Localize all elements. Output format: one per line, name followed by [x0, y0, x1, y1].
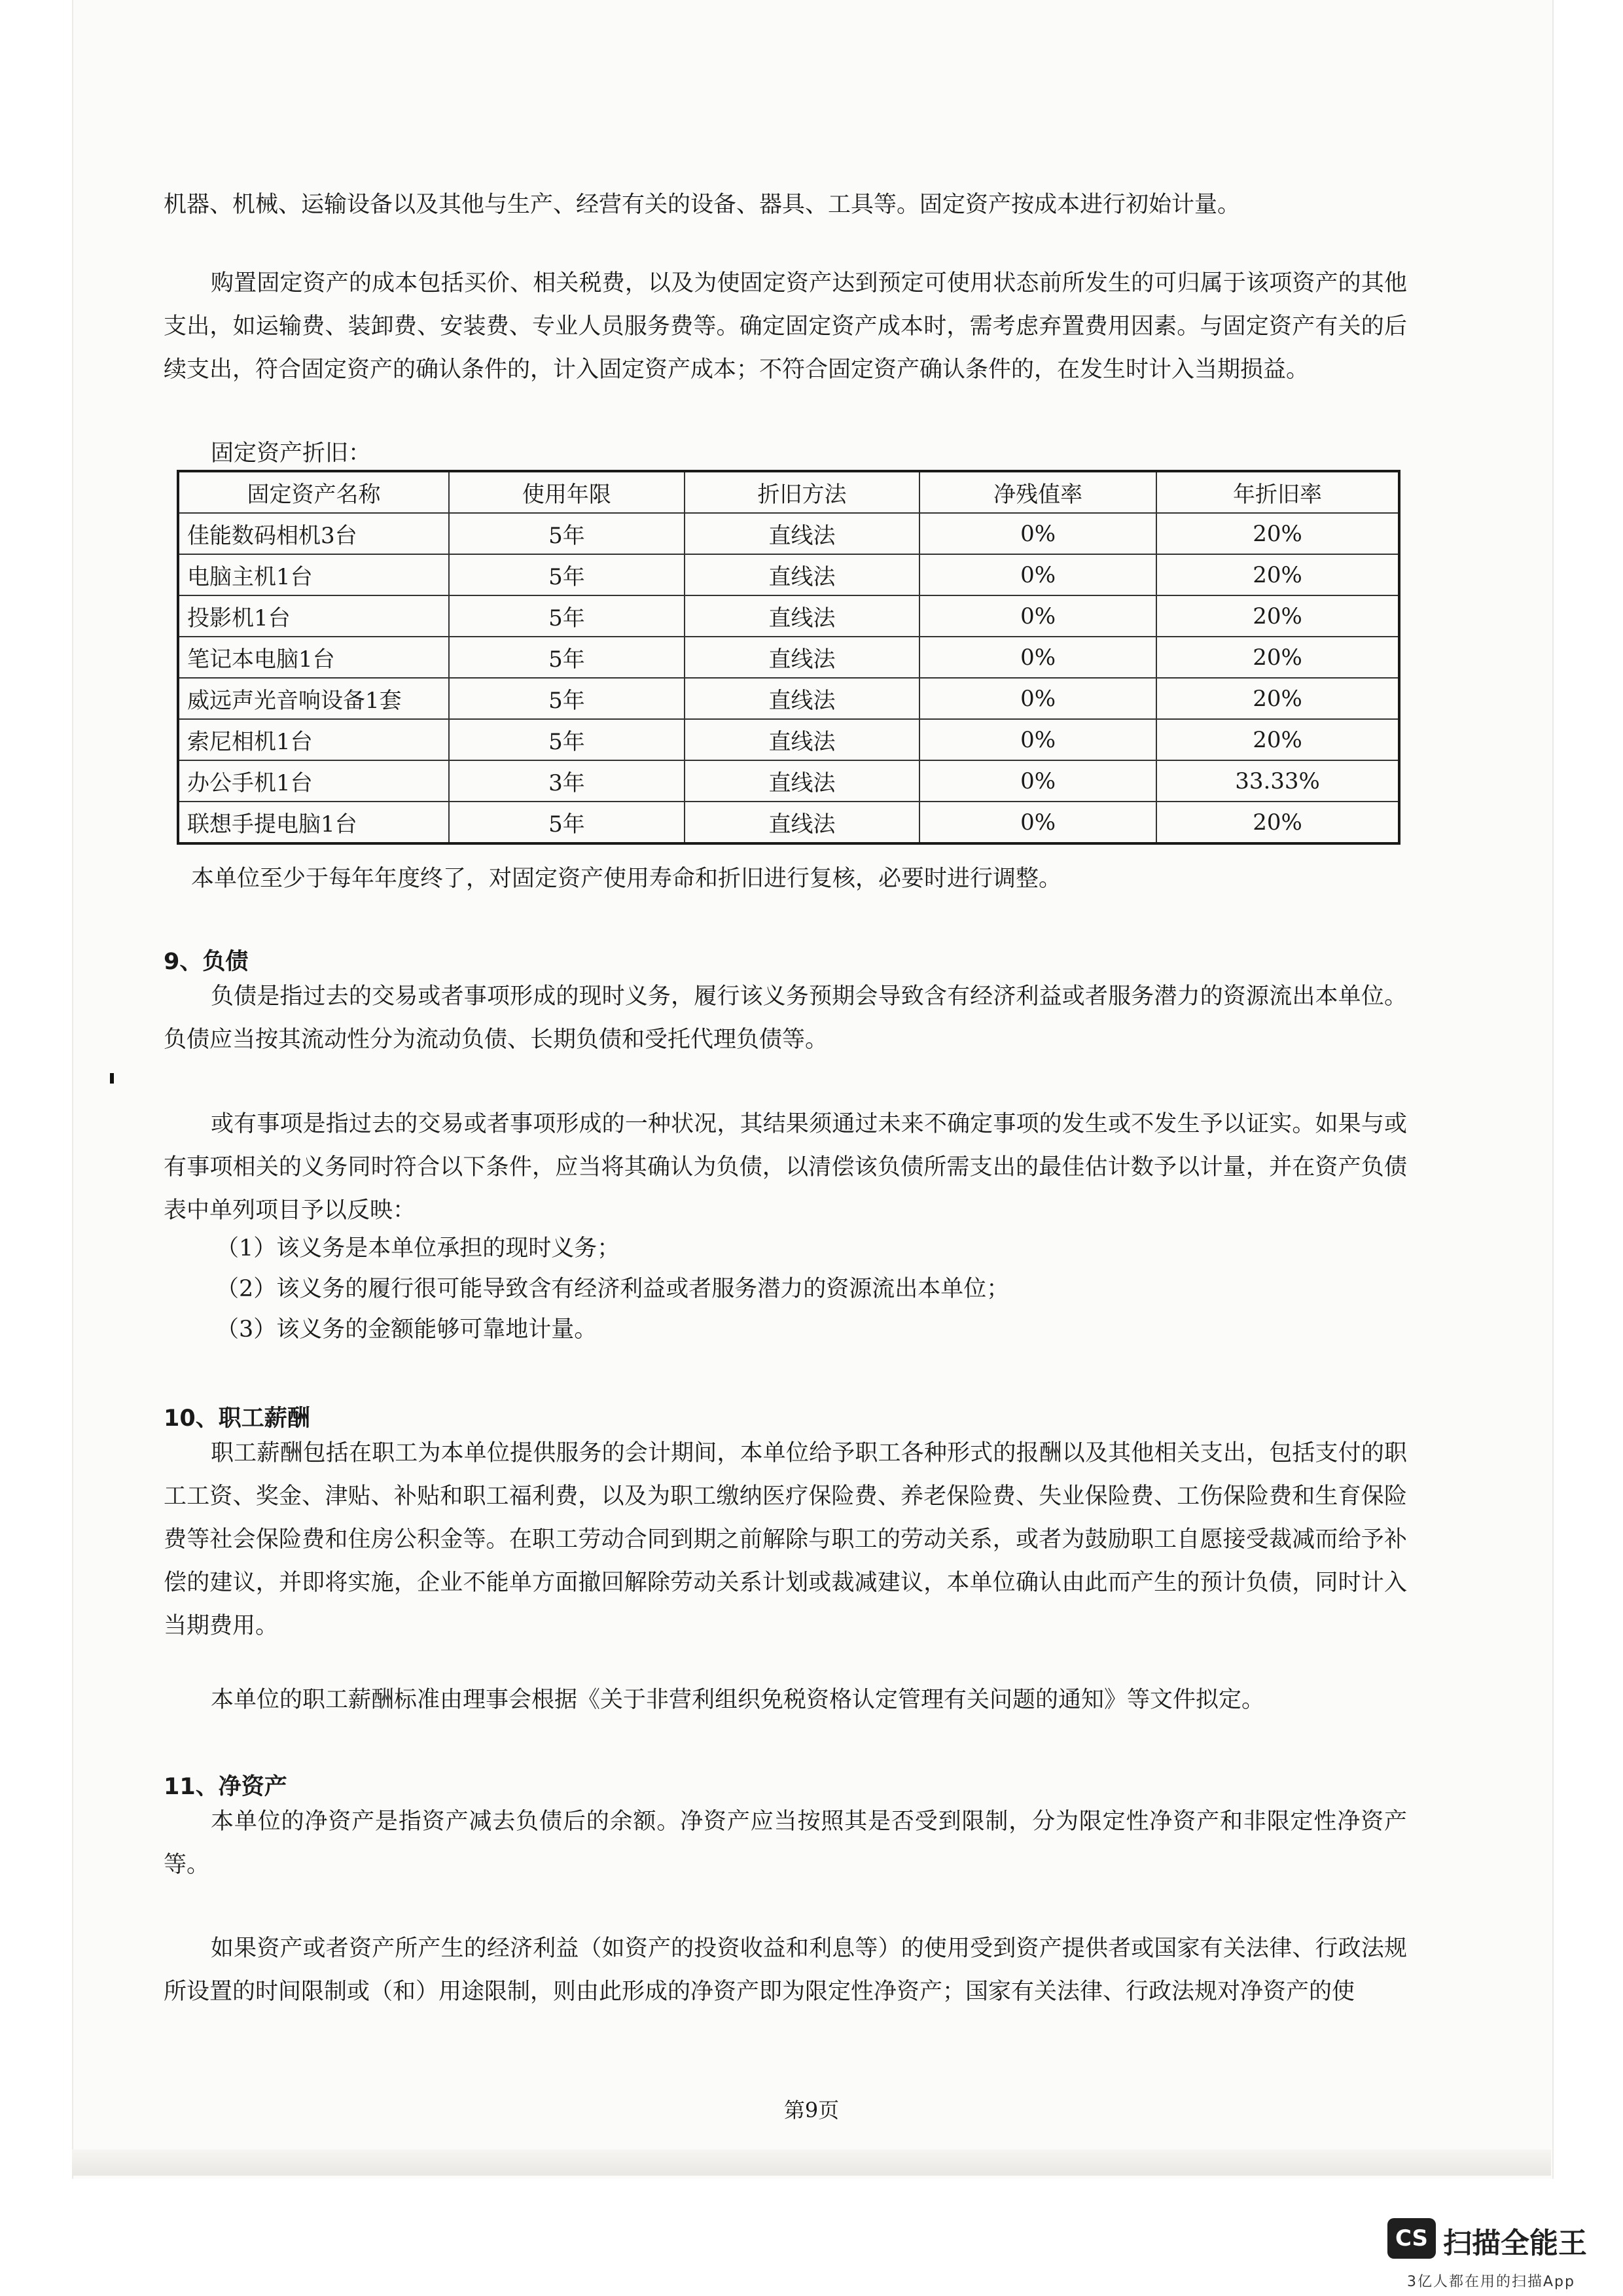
scan-edge-shadow: [72, 2149, 1551, 2176]
paragraph-liabilities-definition: 负债是指过去的交易或者事项形成的现时义务，履行该义务预期会导致含有经济利益或者服务潜力的资源流出本单位。负债应当按其流动性分为流动负债、长期负债和受托代理负债等。: [164, 983, 1407, 1053]
cell-annual-rate: 20%: [1156, 678, 1399, 719]
paragraph-employee-compensation: 职工薪酬包括在职工为本单位提供服务的会计期间，本单位给予职工各种形式的报酬以及其他相关支出，包括支付的职工工资、奖金、津贴、补贴和职工福利费，以及为职工缴纳医疗保险费、养老保险费、失业保险费、工伤保险费和生育保险费等社会保险费和住房公积金等。在职工劳动合同到期之前解除与职工的劳动关系，或者为鼓励职工自愿接受裁减而给予补偿的建议，并即将实施，企业不能单方面撤回解除劳动关系计划或裁减建议，本单位确认由此而产生的预计负债，同时计入当期费用。: [164, 1440, 1407, 1639]
cell-useful-life: 5年: [449, 513, 685, 554]
header-useful-life: 使用年限: [449, 471, 685, 513]
table-row: [178, 678, 1399, 719]
cell-asset-name: 办公手机1台: [178, 760, 449, 802]
cell-method: 直线法: [685, 760, 920, 802]
paragraph-contingencies: 或有事项是指过去的交易或者事项形成的一种状况，其结果须通过未来不确定事项的发生或不发生予以证实。如果与或有事项相关的义务同时符合以下条件，应当将其确认为负债，以清偿该负债所需支出的最佳估计数予以计量，并在资产负债表中单列项目予以反映：: [164, 1111, 1407, 1224]
condition-item-2: （2）该义务的履行很可能导致含有经济利益或者服务潜力的资源流出本单位；: [216, 1276, 1010, 1302]
cell-asset-name: 威远声光音响设备1套: [178, 678, 449, 719]
paragraph-compensation-standard: 本单位的职工薪酬标准由理事会根据《关于非营利组织免税资格认定管理有关问题的通知》等文件拟定。: [211, 1687, 1265, 1713]
cell-residual-rate: 0%: [919, 595, 1156, 637]
cell-residual-rate: 0%: [919, 678, 1156, 719]
cell-method: 直线法: [685, 513, 920, 554]
cell-residual-rate: 0%: [919, 637, 1156, 678]
cell-useful-life: 5年: [449, 554, 685, 595]
cell-method: 直线法: [685, 802, 920, 843]
header-method: 折旧方法: [685, 471, 920, 513]
cell-annual-rate: 33.33%: [1156, 760, 1399, 802]
paragraph-fixed-asset-scope: 机器、机械、运输设备以及其他与生产、经营有关的设备、器具、工具等。固定资产按成本进行初始计量。: [164, 192, 1241, 218]
cell-useful-life: 3年: [449, 760, 685, 802]
heading-net-assets: 11、净资产: [164, 1774, 287, 1800]
table-row: [178, 595, 1399, 637]
cell-annual-rate: 20%: [1156, 802, 1399, 843]
cell-annual-rate: 20%: [1156, 513, 1399, 554]
cell-useful-life: 5年: [449, 595, 685, 637]
page-number: 第9页: [783, 2098, 840, 2123]
cell-residual-rate: 0%: [919, 554, 1156, 595]
table-row: [178, 554, 1399, 595]
cell-residual-rate: 0%: [919, 513, 1156, 554]
table-caption: 固定资产折旧：: [211, 440, 372, 467]
cell-asset-name: 索尼相机1台: [178, 719, 449, 760]
cell-useful-life: 5年: [449, 802, 685, 843]
paragraph-fixed-asset-cost: 购置固定资产的成本包括买价、相关税费，以及为使固定资产达到预定可使用状态前所发生的可归属于该项资产的其他支出，如运输费、装卸费、安装费、专业人员服务费等。确定固定资产成本时，需考虑弃置费用因素。与固定资产有关的后续支出，符合固定资产的确认条件的，计入固定资产成本；不符合固定资产确认条件的，在发生时计入当期损益。: [164, 270, 1407, 383]
cell-method: 直线法: [685, 719, 920, 760]
cell-method: 直线法: [685, 595, 920, 637]
table-row: [178, 802, 1399, 843]
cell-annual-rate: 20%: [1156, 719, 1399, 760]
condition-item-1: （1）该义务是本单位承担的现时义务；: [216, 1235, 620, 1262]
cell-asset-name: 笔记本电脑1台: [178, 637, 449, 678]
cell-method: 直线法: [685, 637, 920, 678]
table-header-row: [178, 471, 1399, 513]
cell-annual-rate: 20%: [1156, 637, 1399, 678]
cell-asset-name: 电脑主机1台: [178, 554, 449, 595]
paragraph-net-assets: 本单位的净资产是指资产减去负债后的余额。净资产应当按照其是否受到限制，分为限定性净资产和非限定性净资产等。: [164, 1809, 1407, 1878]
camscanner-tagline: 3亿人都在用的扫描App: [1407, 2274, 1575, 2290]
cell-method: 直线法: [685, 554, 920, 595]
cell-method: 直线法: [685, 678, 920, 719]
camscanner-logo-icon: CS: [1387, 2218, 1436, 2259]
cell-annual-rate: 20%: [1156, 595, 1399, 637]
heading-liabilities: 9、负债: [164, 949, 249, 975]
header-asset-name: 固定资产名称: [178, 471, 449, 513]
heading-employee-compensation: 10、职工薪酬: [164, 1405, 310, 1432]
condition-item-3: （3）该义务的金额能够可靠地计量。: [216, 1316, 597, 1343]
camscanner-brand: 扫描全能王: [1443, 2227, 1587, 2260]
cell-residual-rate: 0%: [919, 719, 1156, 760]
cell-useful-life: 5年: [449, 678, 685, 719]
cell-asset-name: 投影机1台: [178, 595, 449, 637]
table-row: [178, 637, 1399, 678]
cell-useful-life: 5年: [449, 719, 685, 760]
table-note: 本单位至少于每年年度终了，对固定资产使用寿命和折旧进行复核，必要时进行调整。: [191, 866, 1062, 892]
header-annual-rate: 年折旧率: [1156, 471, 1399, 513]
scan-speck: [110, 1073, 114, 1084]
table-row: [178, 760, 1399, 802]
cell-residual-rate: 0%: [919, 760, 1156, 802]
cell-residual-rate: 0%: [919, 802, 1156, 843]
cell-useful-life: 5年: [449, 637, 685, 678]
cell-asset-name: 联想手提电脑1台: [178, 802, 449, 843]
depreciation-table: [177, 470, 1400, 845]
cell-asset-name: 佳能数码相机3台: [178, 513, 449, 554]
cell-annual-rate: 20%: [1156, 554, 1399, 595]
header-residual-rate: 净残值率: [919, 471, 1156, 513]
table-row: [178, 513, 1399, 554]
table-row: [178, 719, 1399, 760]
paragraph-restricted-net-assets: 如果资产或者资产所产生的经济利益（如资产的投资收益和利息等）的使用受到资产提供者或国家有关法律、行政法规所设置的时间限制或（和）用途限制，则由此形成的净资产即为限定性净资产；国家有关法律、行政法规对净资产的使: [164, 1935, 1407, 2005]
